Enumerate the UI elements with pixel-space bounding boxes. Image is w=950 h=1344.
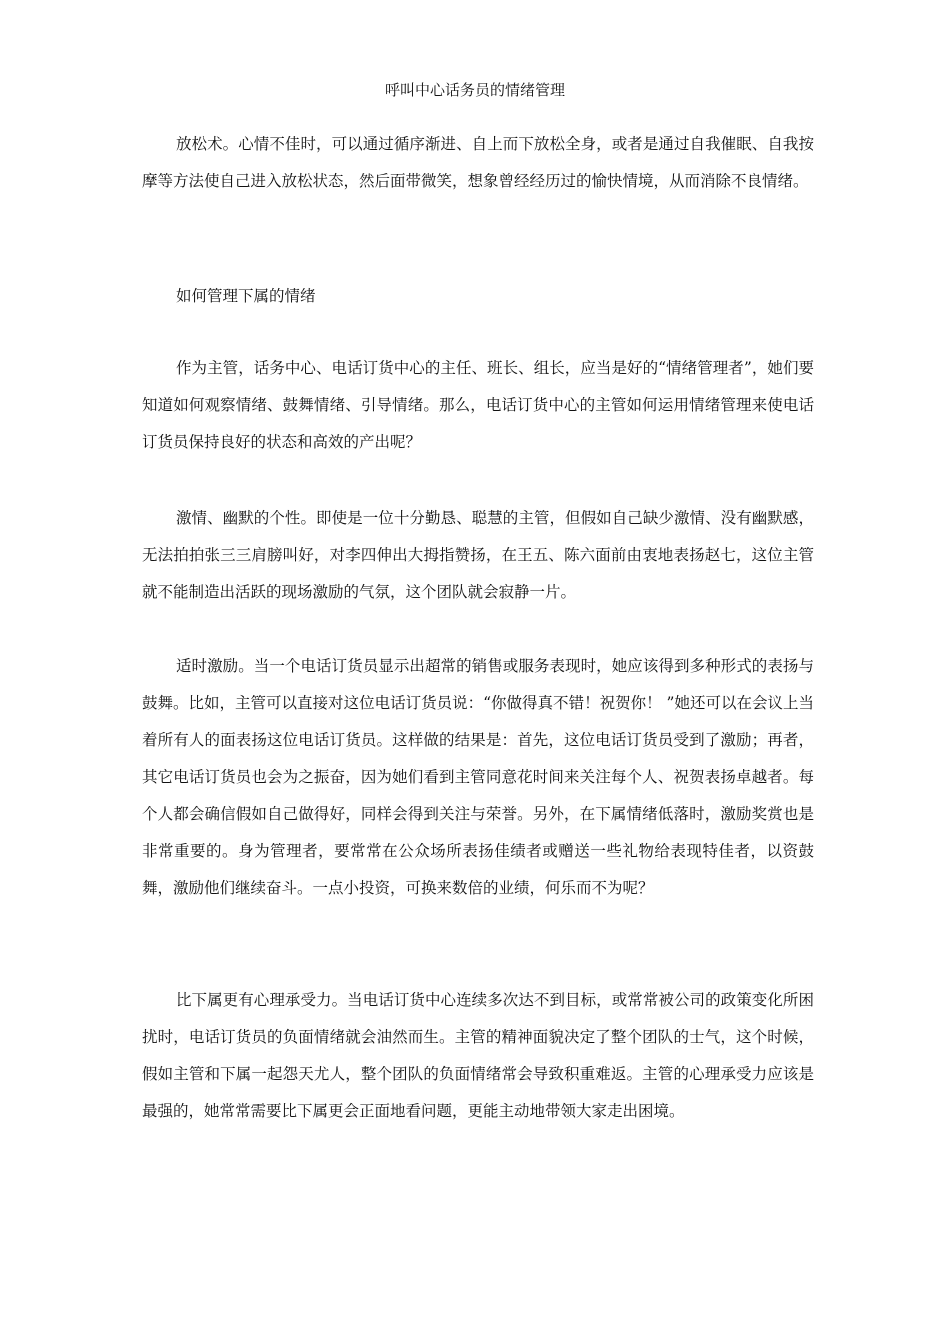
section-heading-manage-subordinates: 如何管理下属的情绪 bbox=[176, 287, 316, 305]
paragraph-supervisor-role: 作为主管，话务中心、电话订货中心的主任、班长、组长，应当是好的“情绪管理者”，她们要知道如何观察情绪、鼓舞情绪、引导情绪。那么，电话订货中心的主管如何运用情绪管理来使电话订货员保持良好的状态和高效的产出呢？ bbox=[142, 359, 814, 451]
paragraph-psychological-resilience: 比下属更有心理承受力。当电话订货中心连续多次达不到目标，或常常被公司的政策变化所困扰时，电话订货员的负面情绪就会油然而生。主管的精神面貌决定了整个团队的士气，这个时候，假如主管和下属一起怨天尤人，整个团队的负面情绪常会导致积重难返。主管的心理承受力应该是最强的，她常常需要比下属更会正面地看问题，更能主动地带领大家走出困境。 bbox=[142, 991, 814, 1120]
paragraph-passion-humor: 激情、幽默的个性。即使是一位十分勤恳、聪慧的主管，但假如自己缺少激情、没有幽默感，无法拍拍张三三肩膀叫好，对李四伸出大拇指赞扬，在王五、陈六面前由衷地表扬赵七，这位主管就不能制造出活跃的现场激励的气氛，这个团队就会寂静一片。 bbox=[142, 509, 814, 601]
paragraph-relaxation: 放松术。心情不佳时，可以通过循序渐进、自上而下放松全身，或者是通过自我催眠、自我按摩等方法使自己进入放松状态，然后面带微笑，想象曾经经历过的愉快情境，从而消除不良情绪。 bbox=[142, 135, 814, 190]
paragraph-timely-motivation: 适时激励。当一个电话订货员显示出超常的销售或服务表现时，她应该得到多种形式的表扬与鼓舞。比如，主管可以直接对这位电话订货员说：“你做得真不错！祝贺你！ ”她还可以在会议上当着所有人的面表扬这位电话订货员。这样做的结果是：首先，这位电话订货员受到了激励；再者，其它电话订货员也会为之振奋，因为她们看到主管同意花时间来关注每个人、祝贺表扬卓越者。每个人都会确信假如自己做得好，同样会得到关注与荣誉。另外，在下属情绪低落时，激励奖赏也是非常重要的。身为管理者，要常常在公众场所表扬佳绩者或赠送一些礼物给表现特佳者，以资鼓舞，激励他们继续奋斗。一点小投资，可换来数倍的业绩，何乐而不为呢？ bbox=[142, 657, 814, 897]
document-title: 呼叫中心话务员的情绪管理 bbox=[384, 81, 565, 99]
